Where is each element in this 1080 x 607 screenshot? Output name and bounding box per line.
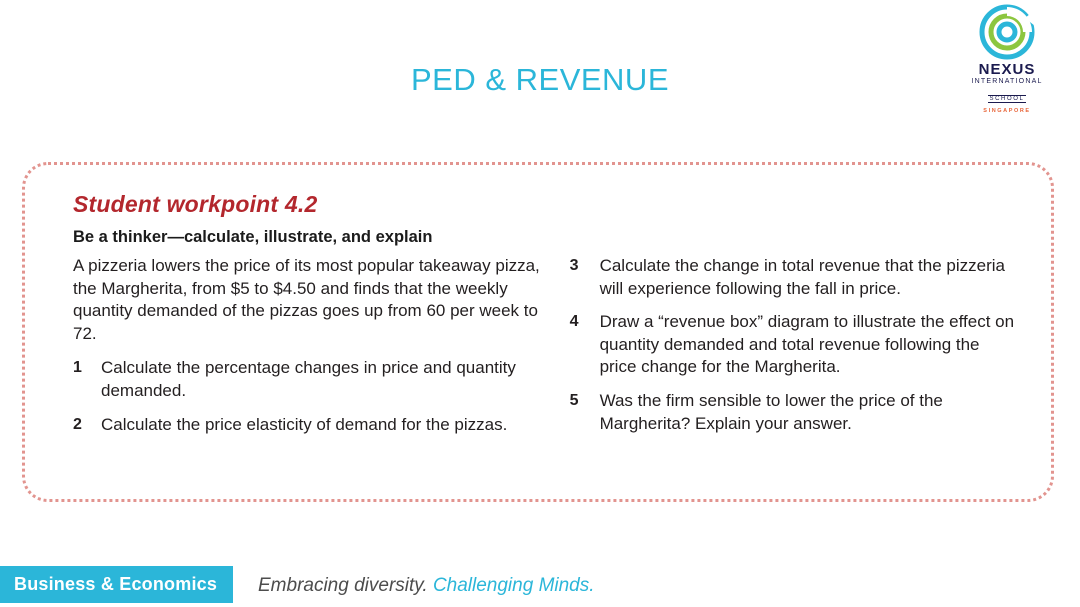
question-text: Calculate the price elasticity of demand for the pizzas. (101, 414, 508, 434)
workpoint-columns (73, 255, 1021, 447)
question-list-left (73, 357, 546, 436)
question-number: 5 (569, 392, 579, 410)
logo-line-school: SCHOOL (989, 95, 1025, 102)
workpoint-subtitle: Be a thinker—calculate, illustrate, and explain (73, 228, 433, 246)
question-number: 4 (569, 313, 579, 331)
question-text: Calculate the change in total revenue that the pizzeria will experience following the fall in price. (599, 256, 1005, 298)
page-title: PED & REVENUE (410, 62, 669, 97)
workpoint-right-column (570, 255, 1021, 447)
question-text: Calculate the percentage changes in price and quantity demanded. (101, 358, 516, 401)
nexus-spiral-icon (979, 4, 1035, 60)
list-item (570, 255, 1021, 300)
slogan-plain: Embracing diversity. (258, 575, 433, 596)
subject-badge: Business & Economics (0, 566, 233, 603)
slide-footer (0, 563, 1080, 607)
workpoint-left-column (73, 255, 546, 447)
logo-line-international: INTERNATIONAL (971, 77, 1043, 85)
scenario-paragraph: A pizzeria lowers the price of its most popular takeaway pizza, the Margherita, from $5 to $4.50 and finds that the weekly quantity demanded of the pizzas goes up from 60 per week to 72. (73, 256, 540, 343)
question-list-right (570, 255, 1021, 435)
slogan-accent: Challenging Minds. (432, 575, 595, 596)
question-number: 1 (73, 359, 82, 377)
school-logo (948, 4, 1066, 114)
question-number: 3 (569, 257, 579, 274)
list-item (73, 414, 546, 437)
question-text: Draw a “revenue box” diagram to illustrate the effect on quantity demanded and total revenue following the price change for the Margherita. (599, 312, 1015, 377)
logo-name: NEXUS (978, 61, 1036, 78)
list-item (73, 357, 546, 402)
list-item (570, 390, 1021, 435)
logo-city: SINGAPORE (983, 107, 1031, 114)
question-text: Was the firm sensible to lower the price of the Margherita? Explain your answer. (599, 391, 943, 433)
workpoint-title: Student workpoint 4.2 (73, 191, 318, 217)
footer-slogan (258, 575, 595, 597)
student-workpoint-box (22, 162, 1054, 502)
question-number: 2 (73, 415, 82, 433)
list-item (570, 311, 1021, 379)
